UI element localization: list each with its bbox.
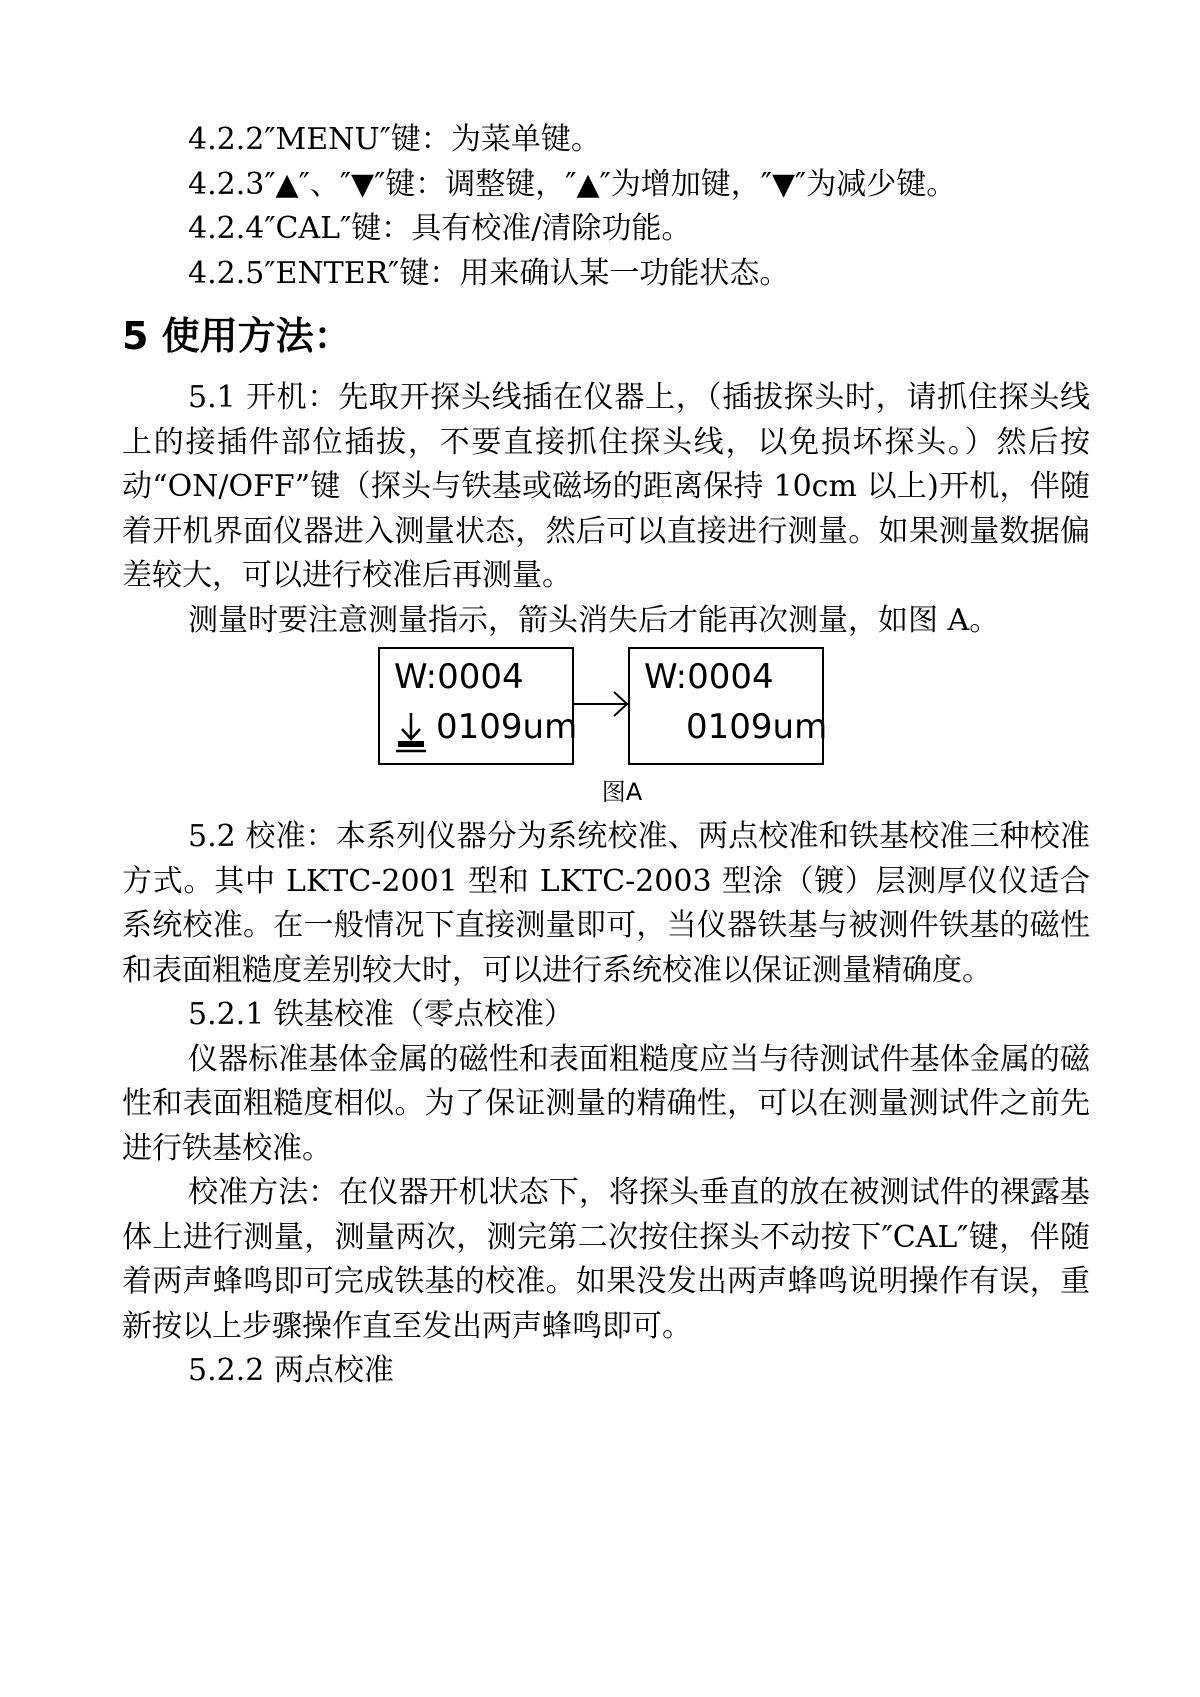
calibration-intro-paragraph: 5.2 校准：本系列仪器分为系统校准、两点校准和铁基校准三种校准方式。其中 LKTC-2001 型和 LKTC-2003 型涂（镀）层测厚仪仪适合系统校准。在一般情况下直接测量即可，当仪器铁基与被测件铁基的磁性和表面粗糙度差别较大时，可以进行系统校准以保证测量精确度。 xyxy=(122,819,1090,988)
calibration-method-paragraph: 校准方法：在仪器开机状态下，将探头垂直的放在被测试件的裸露基体上进行测量，测量两次，测完第二次按住探头不动按下″CAL″键，伴随着两声蜂鸣即可完成铁基的校准。如果没发出两声蜂鸣说明操作有误，重新按以上步骤操作直至发出两声蜂鸣即可。 xyxy=(122,1175,1090,1344)
figure-caption: 图A xyxy=(601,778,643,806)
lcd-screen-measuring xyxy=(378,647,578,765)
probe-down-arrow-icon xyxy=(394,711,428,755)
lcd-screen-ready xyxy=(628,647,828,765)
lcd-reading-count: W:0004 xyxy=(394,657,524,697)
right-arrow-icon xyxy=(574,689,630,719)
section-heading: 5 使用方法： xyxy=(122,314,352,358)
key-adjust-item: 4.2.3″▲″、″▼″键：调整键，″▲″为增加键，″▼″为减少键。 xyxy=(188,166,957,202)
lcd-thickness-value: 0109um xyxy=(686,707,828,747)
key-menu-item: 4.2.2″MENU″键：为菜单键。 xyxy=(188,122,601,157)
measure-indicator-paragraph: 测量时要注意测量指示，箭头消失后才能再次测量，如图 A。 xyxy=(188,602,1000,638)
iron-base-calibration-paragraph: 仪器标准基体金属的磁性和表面粗糙度应当与待测试件基体金属的磁性和表面粗糙度相似。为了保证测量的精确性，可以在测量测试件之前先进行铁基校准。 xyxy=(122,1041,1090,1166)
document-page xyxy=(122,118,1090,1394)
lcd-thickness-value: 0109um xyxy=(436,707,578,747)
iron-base-calibration-title: 5.2.1 铁基校准（零点校准） xyxy=(188,997,574,1032)
figure-a xyxy=(122,647,1090,811)
key-enter-item: 4.2.5″ENTER″键：用来确认某一功能状态。 xyxy=(188,255,790,291)
power-on-paragraph: 5.1 开机：先取开探头线插在仪器上，（插拔探头时，请抓住探头线上的接插件部位插拔，不要直接抓住探头线，以免损坏探头。）然后按动“ON/OFF”键（探头与铁基或磁场的距离保持 10cm 以上)开机，伴随着开机界面仪器进入测量状态，然后可以直接进行测量。如果测量数据偏差较大，可以进行校准后再测量。 xyxy=(122,380,1090,593)
key-cal-item: 4.2.4″CAL″键：具有校准/清除功能。 xyxy=(188,211,692,246)
lcd-reading-count: W:0004 xyxy=(644,657,774,697)
two-point-calibration-title: 5.2.2 两点校准 xyxy=(188,1353,394,1388)
